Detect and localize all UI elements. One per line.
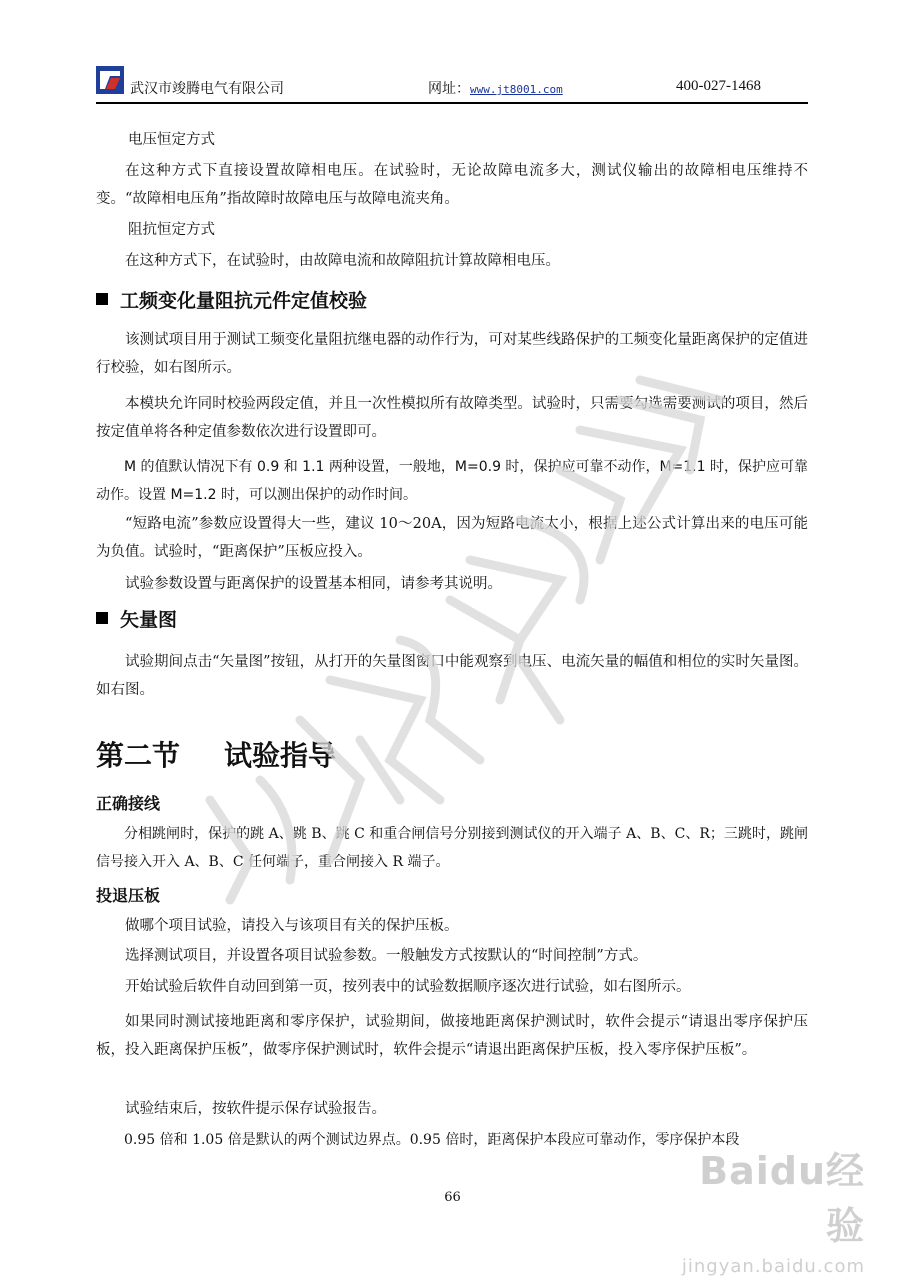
- square-bullet-icon: [96, 612, 108, 624]
- square-bullet-icon: [96, 293, 108, 305]
- company-logo-icon: [96, 66, 124, 94]
- plate-heading: 投退压板: [96, 886, 161, 905]
- plate-paragraph-2: 选择测试项目，并设置各项目试验参数。一般触发方式按默认的“时间控制”方式。: [125, 948, 648, 964]
- chapter-number: 第二节: [96, 739, 181, 772]
- chapter-heading: [96, 736, 336, 776]
- plate-paragraph-4: 如果同时测试接地距离和零序保护，试验期间，做接地距离保护测试时，软件会提示“请退出零序保护压板，投入距离保护压板”，做零序保护测试时，软件会提示“请退出距离保护压板，投入零序保护压板”。: [96, 1014, 808, 1058]
- plate-paragraph-6: 0.95 倍和 1.05 倍是默认的两个测试边界点。0.95 倍时，距离保护本段应可靠动作，零序保护本段: [124, 1132, 740, 1148]
- power-frequency-paragraph-2: 本模块允许同时校验两段定值，并且一次性模拟所有故障类型。试验时，只需要勾选需要测试的项目，然后按定值单将各种定值参数依次进行设置即可。: [96, 396, 808, 440]
- header-website-label: 网址：: [428, 81, 470, 97]
- chapter-title: 试验指导: [224, 739, 337, 772]
- header-divider: [96, 102, 808, 104]
- header-website: [428, 78, 563, 98]
- wiring-heading: 正确接线: [96, 794, 161, 813]
- power-frequency-paragraph-4: “短路电流”参数应设置得大一些，建议 10～20A，因为短路电流太小，根据上述公式计算出来的电压可能为负值。试验时，“距离保护”压板应投入。: [96, 516, 808, 560]
- section-heading-vector: 矢量图: [96, 606, 177, 634]
- header-company-name: 武汉市竣腾电气有限公司: [130, 81, 284, 97]
- page-number: 66: [444, 1190, 461, 1205]
- wiring-paragraph-1: 分相跳闸时，保护的跳 A、跳 B、跳 C 和重合闸信号分别接到测试仪的开入端子 A、B、C、R；三跳时，跳闸信号接入开入 A、B、C 任何端子，重合闸接入 R 端子。: [96, 826, 808, 870]
- power-frequency-paragraph-5: 试验参数设置与距离保护的设置基本相同，请参考其说明。: [125, 576, 502, 592]
- plate-paragraph-5: 试验结束后，按软件提示保存试验报告。: [125, 1101, 386, 1117]
- section-heading-power-frequency: 工频变化量阻抗元件定值校验: [96, 287, 367, 315]
- baidu-jingyan-watermark: [665, 1140, 865, 1277]
- power-frequency-paragraph-3: M 的值默认情况下有 0.9 和 1.1 两种设置，一般地，M=0.9 时，保护应可靠不动作，M=1.1 时，保护应可靠动作。设置 M=1.2 时，可以测出保护的动作时间。: [96, 459, 808, 503]
- voltage-mode-title: 电压恒定方式: [128, 132, 215, 148]
- baidu-url-text: jingyan.baidu.com: [681, 1256, 865, 1277]
- power-frequency-paragraph-1: 该测试项目用于测试工频变化量阻抗继电器的动作行为，可对某些线路保护的工频变化量距离保护的定值进行校验，如右图所示。: [96, 332, 808, 376]
- vector-paragraph-1: 试验期间点击“矢量图”按钮，从打开的矢量图窗口中能观察到电压、电流矢量的幅值和相位的实时矢量图。如右图。: [96, 654, 808, 698]
- impedance-mode-text: 在这种方式下，在试验时，由故障电流和故障阻抗计算故障相电压。: [125, 253, 560, 269]
- header-phone: 400-027-1468: [676, 78, 761, 94]
- plate-paragraph-3: 开始试验后软件自动回到第一页，按列表中的试验数据顺序逐次进行试验，如右图所示。: [125, 979, 691, 995]
- header-website-link[interactable]: www.jt8001.com: [470, 83, 563, 96]
- baidu-brand-text: Baidu经验: [699, 1149, 865, 1248]
- impedance-mode-title: 阻抗恒定方式: [128, 222, 215, 238]
- voltage-mode-text: 在这种方式下直接设置故障相电压。在试验时，无论故障电流多大，测试仪输出的故障相电压维持不变。“故障相电压角”指故障时故障电压与故障电流夹角。: [96, 163, 808, 207]
- plate-paragraph-1: 做哪个项目试验，请投入与该项目有关的保护压板。: [125, 918, 459, 934]
